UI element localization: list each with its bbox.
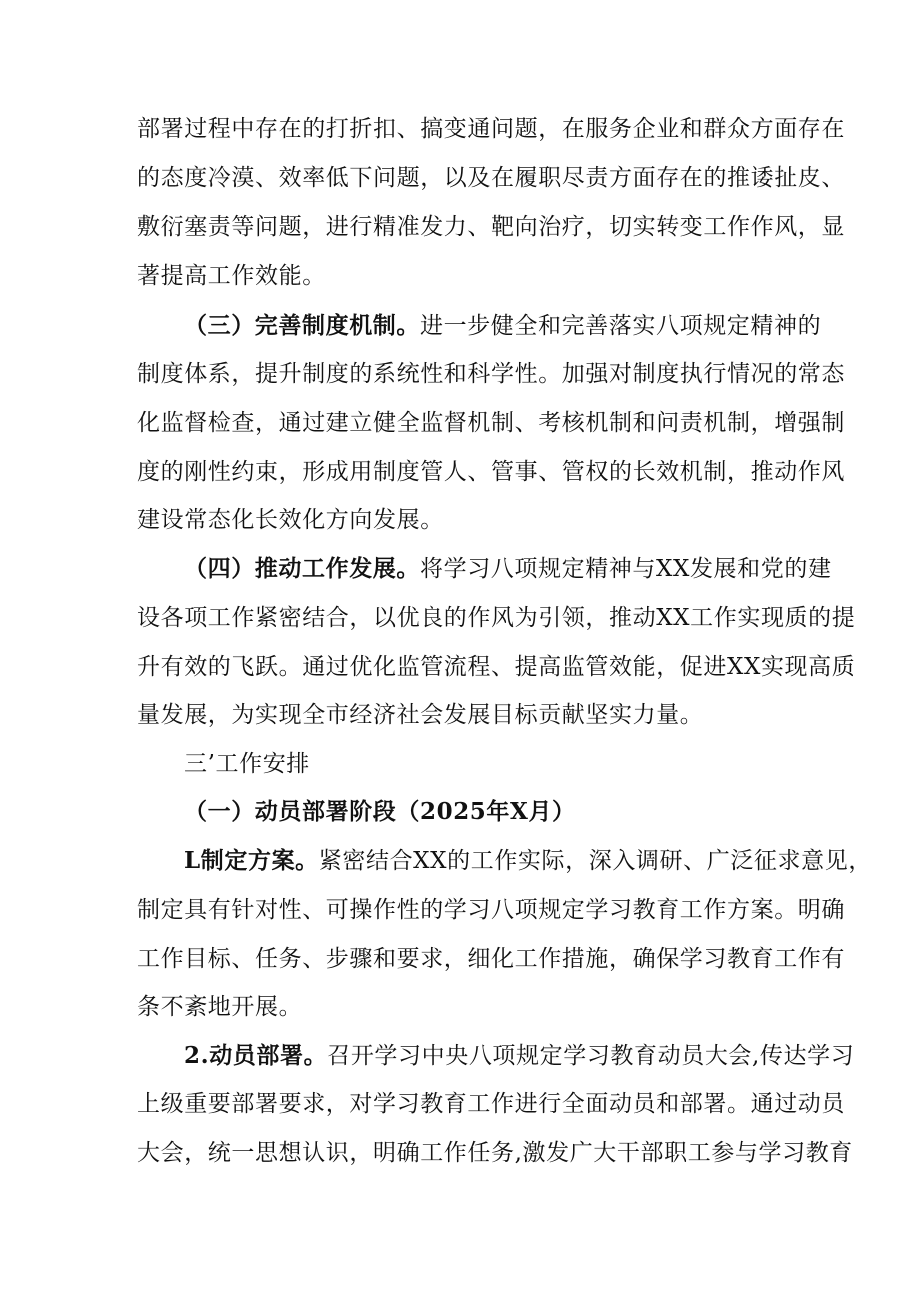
text-line: 制度体系，提升制度的系统性和科学性。加强对制度执行情况的常态	[137, 361, 845, 387]
item-first-line	[184, 1041, 854, 1071]
text-line: 大会，统一思想认识，明确工作任务,激发广大干部职工参与学习教育	[137, 1140, 853, 1166]
item-text: 召开学习中央八项规定学习教育动员大会,传达学习	[327, 1043, 855, 1069]
text-line: 的态度冷漠、效率低下问题，以及在履职尽责方面存在的推诿扯皮、	[137, 165, 845, 191]
text-line: 升有效的飞跃。通过优化监管流程、提高监管效能，促进XX实现高质	[137, 654, 856, 680]
text-line: 工作目标、任务、步骤和要求，细化工作措施，确保学习教育工作有	[137, 946, 845, 972]
paragraph-first-line	[184, 554, 832, 584]
text-line: 上级重要部署要求，对学习教育工作进行全面动员和部署。通过动员	[137, 1091, 845, 1117]
paragraph-text: 将学习八项规定精神与XX发展和党的建	[420, 556, 832, 582]
text-line: 量发展，为实现全市经济社会发展目标贡献坚实力量。	[137, 702, 704, 728]
paragraph-heading: （四）推动工作发展。	[184, 555, 420, 582]
paragraph-text: 进一步健全和完善落实八项规定精神的	[420, 313, 822, 339]
item-heading: L制定方案。	[184, 847, 319, 874]
item-first-line	[184, 846, 872, 876]
item-text: 紧密结合XX的工作实际，深入调研、广泛征求意见，	[318, 848, 872, 874]
text-line: 制定具有针对性、可操作性的学习八项规定学习教育工作方案。明确	[137, 897, 845, 923]
paragraph-first-line	[184, 311, 821, 341]
text-line: 度的刚性约束，形成用制度管人、管事、管权的长效机制，推动作风	[137, 459, 845, 485]
paragraph-heading: （三）完善制度机制。	[184, 312, 420, 339]
subsection-title: （一）动员部署阶段（2025年X月）	[184, 798, 576, 825]
text-line: 部署过程中存在的打折扣、搞变通问题，在服务企业和群众方面存在	[137, 116, 845, 142]
text-line: 条不紊地开展。	[137, 994, 303, 1020]
text-line: 著提高工作效能。	[137, 263, 326, 289]
item-heading: 2.动员部署。	[184, 1042, 328, 1069]
section-title: 三’工作安排	[184, 751, 310, 777]
text-line: 设各项工作紧密结合，以优良的作风为引领，推动XX工作实现质的提	[137, 605, 856, 631]
text-line: 化监督检查，通过建立健全监督机制、考核机制和问责机制，增强制	[137, 410, 845, 436]
text-line: 敷衍塞责等问题，进行精准发力、靶向治疗，切实转变工作作风，显	[137, 214, 845, 240]
text-line: 建设常态化长效化方向发展。	[137, 507, 444, 533]
